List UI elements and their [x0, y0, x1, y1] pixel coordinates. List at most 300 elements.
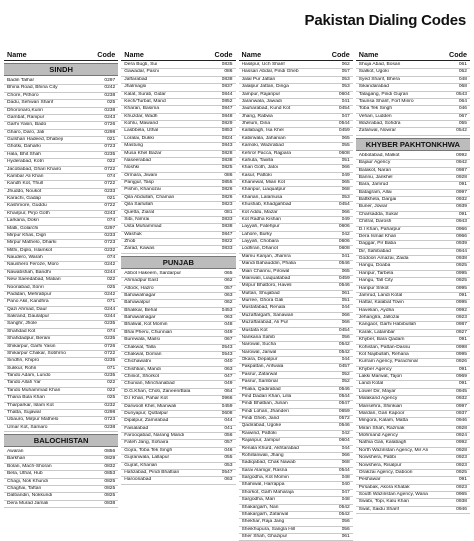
- city-name: Hassan Abdal, Pindi Gheb: [241, 69, 299, 75]
- dialing-code: 0542: [338, 511, 350, 517]
- city-name: Gujrat, Kharian: [124, 462, 158, 468]
- dialing-code: 0995: [456, 285, 467, 291]
- city-name: Kahuta, Taxilla: [241, 157, 274, 163]
- table-row: [4, 314, 118, 321]
- city-name: Burewala, Mailsi: [124, 337, 160, 343]
- table-row: [356, 426, 470, 433]
- city-name: Khairpur, Pirjo Goth: [7, 210, 50, 216]
- dialing-code: 0932: [456, 396, 467, 402]
- table-row: [356, 219, 470, 226]
- table-row: [121, 239, 235, 246]
- dialing-code: 065: [341, 180, 350, 185]
- city-name: Nooriabad, Sonri: [7, 284, 44, 290]
- city-name: Dir, Sahibabad: [358, 248, 391, 254]
- city-name: Sheikhupura, Sangla Hill: [241, 526, 296, 532]
- table-row: [121, 286, 235, 293]
- city-name: Bajaur Agency: [358, 160, 391, 166]
- city-name: South Waziristan Agency, Wana: [358, 492, 428, 497]
- table-row: [356, 153, 470, 160]
- table-row: [121, 381, 235, 388]
- city-name: D.I Khan, Pahar Kot: [124, 396, 168, 402]
- city-name: Zhob: [124, 239, 136, 244]
- table-row: [356, 477, 470, 484]
- dialing-code: 049: [341, 216, 350, 222]
- dialing-code: 0242: [104, 291, 116, 297]
- table-row: [121, 278, 235, 285]
- city-name: Kech/Turbat, Mand: [124, 98, 166, 104]
- dialing-code: 047: [341, 489, 350, 495]
- city-name: Landi Kotal: [358, 381, 384, 387]
- city-name: Mohmand Agency: [358, 433, 398, 438]
- dialing-code: 091: [458, 182, 467, 188]
- dialing-code: 025: [107, 100, 116, 106]
- table-row: [356, 374, 470, 381]
- city-name: Kabirwala, Jahanian: [241, 135, 286, 141]
- column-header: [239, 50, 353, 61]
- table-row: [239, 497, 353, 504]
- dialing-code: 022: [107, 380, 116, 386]
- city-name: Pasrur, Zafarwal: [241, 371, 278, 377]
- dialing-code: 0855: [221, 180, 233, 185]
- dialing-code: 044: [341, 357, 350, 362]
- dialing-code: 0838: [221, 76, 233, 82]
- city-name: Gharo, Daro, Jati: [7, 129, 45, 135]
- city-name: Pindi Lohan, Jhanderi: [241, 408, 289, 414]
- dialing-code: 0944: [456, 248, 467, 254]
- dialing-code: 0824: [221, 135, 233, 141]
- city-name: Washuk: [124, 231, 142, 237]
- table-row: [4, 329, 118, 336]
- dialing-code: 0943: [456, 219, 467, 225]
- section-heading: SINDH: [4, 63, 118, 76]
- dialing-code: 044: [341, 305, 350, 311]
- dialing-code: 0825: [221, 165, 233, 171]
- table-row: [356, 197, 470, 204]
- dialing-code: 062: [224, 278, 233, 284]
- dialing-code: 0298: [104, 409, 116, 415]
- table-row: [239, 416, 353, 423]
- table-row: [356, 160, 470, 167]
- header-name: Name: [358, 50, 379, 59]
- dialing-code: 0838: [221, 224, 233, 230]
- dialing-code: 0856: [104, 449, 116, 454]
- table-row: [356, 99, 470, 106]
- table-row: [239, 423, 353, 430]
- table-row: [121, 128, 235, 135]
- dialing-code: 0244: [104, 314, 116, 319]
- dialing-code: 0726: [104, 122, 116, 128]
- dialing-code: 0235: [104, 373, 116, 378]
- city-name: Musa Khel Bazar: [124, 150, 162, 156]
- city-name: Kot Radha Kishan: [241, 216, 281, 222]
- city-name: Khan Goth, Jatoi: [241, 165, 278, 171]
- table-row: [356, 69, 470, 76]
- table-row: [239, 84, 353, 91]
- dialing-code: 0604: [338, 91, 350, 97]
- table-row: [4, 479, 118, 486]
- dialing-code: 066: [341, 209, 350, 215]
- city-name: Kasur, Pattoki: [241, 172, 272, 178]
- table-row: [121, 359, 235, 366]
- city-name: Naushero Feroze, Moro: [7, 262, 59, 268]
- city-name: Dipalpur, Zamirabad: [124, 418, 169, 424]
- table-row: [356, 190, 470, 197]
- city-name: Pind Dadan Khan, Lilla: [241, 393, 292, 399]
- dialing-code: 0966: [456, 233, 467, 239]
- city-name: Kohistan, Pattan-Dassu: [358, 344, 411, 350]
- dialing-code: 052: [341, 379, 350, 385]
- dialing-code: 0608: [338, 246, 350, 252]
- dialing-code: 0926: [456, 359, 467, 365]
- city-name: Dadu, Sehwan Sharif: [7, 100, 54, 106]
- dialing-code: 0542: [338, 342, 350, 348]
- table-row: [121, 418, 235, 425]
- table-row: [356, 337, 470, 344]
- city-name: Loralai, Dukki: [124, 135, 154, 141]
- city-name: Tando Allah Yar: [7, 380, 41, 386]
- city-name: Usta Muhammad: [124, 224, 162, 230]
- table-row: [121, 224, 235, 231]
- city-name: Bhalwal, Kot Momin: [124, 322, 168, 328]
- dialing-code: 0243: [104, 114, 116, 120]
- city-name: Mansehra, Shinkiari: [358, 403, 402, 409]
- city-name: Pindi Bhattian, Jurian: [241, 401, 288, 407]
- table-row: [239, 143, 353, 150]
- city-name: Daggar, Pir Baba: [358, 241, 396, 247]
- dialing-code: 0928: [456, 425, 467, 431]
- city-name: Gojra, Toba Tek Singh: [124, 447, 173, 453]
- city-name: Swat, Saidu Sharif: [358, 506, 399, 512]
- table-row: [356, 492, 470, 499]
- table-row: [239, 350, 353, 357]
- table-row: [239, 151, 353, 158]
- dialing-code: 0826: [221, 194, 233, 200]
- dialing-code: 0928: [456, 174, 467, 180]
- table-row: [4, 373, 118, 380]
- table-row: [239, 92, 353, 99]
- city-name: Hangu, Doaba: [358, 263, 391, 269]
- city-name: Qila Abdullah, Chaman: [124, 194, 175, 200]
- city-name: Chaghai, Taftan: [7, 485, 42, 491]
- dialing-code: 041: [341, 253, 350, 259]
- table-row: [4, 196, 118, 203]
- dialing-code: 064: [458, 98, 467, 104]
- city-name: Lahore, Burky: [241, 231, 272, 237]
- city-name: Badin Talhar: [7, 78, 35, 83]
- city-name: Zafarwal, Nowrar: [358, 128, 396, 134]
- table-row: [4, 380, 118, 387]
- city-name: New Saeedabad, Matiari: [7, 277, 61, 283]
- city-name: Abbot Hakeem, Sardarpur: [124, 270, 182, 276]
- city-name: Peshawar: [358, 477, 381, 483]
- dialing-code: 0997: [456, 189, 467, 195]
- table-row: [239, 77, 353, 84]
- dialing-code: 063: [224, 477, 233, 483]
- dialing-code: 0232: [104, 402, 116, 408]
- dialing-code: 065: [341, 268, 350, 274]
- table-row: [356, 330, 470, 337]
- dialing-code: 066: [341, 452, 350, 458]
- city-name: Kalat, Surab, Gidar: [124, 91, 166, 97]
- dialing-code: 055: [458, 121, 467, 126]
- table-row: [356, 271, 470, 278]
- table-row: [4, 277, 118, 284]
- dialing-code: 0923: [456, 484, 467, 490]
- city-name: Jaranwala, Jawadi: [241, 98, 282, 104]
- column-header: [356, 50, 470, 61]
- table-row: [239, 409, 353, 416]
- table-row: [4, 307, 118, 314]
- city-name: Jamrud, Landi Kotal: [358, 292, 403, 298]
- dialing-code: 0546: [338, 423, 350, 429]
- dialing-code: 0298: [104, 129, 116, 135]
- table-row: [239, 313, 353, 320]
- dialing-code: 0939: [456, 241, 467, 247]
- dialing-code: 055: [341, 143, 350, 149]
- dialing-code: 0946: [456, 506, 467, 512]
- section-heading: PUNJAB: [121, 256, 235, 269]
- city-name: Chishtian, Mandi: [124, 366, 161, 372]
- city-name: Pindi Gheb, Jand: [241, 416, 280, 421]
- dialing-code: 025: [107, 284, 116, 290]
- dialing-code: 091: [458, 211, 467, 217]
- table-row: [356, 389, 470, 396]
- city-name: Pakpattan, Arifwala: [241, 364, 284, 370]
- table-row: [121, 345, 235, 352]
- city-name: Chitral, Darosh: [358, 219, 392, 225]
- city-name: Rajanpur, Jampur: [241, 438, 281, 444]
- table-row: [121, 337, 235, 344]
- table-row: [239, 438, 353, 445]
- city-name: Pishin, Khanozai: [124, 187, 161, 193]
- city-name: Talagang, Pindi Gujran: [358, 91, 409, 97]
- dialing-code: 0823: [221, 202, 233, 208]
- city-name: Khyber, Bara Qadam: [358, 337, 405, 343]
- city-name: Gujranwala, Lallapur: [124, 455, 170, 461]
- table-row: [239, 305, 353, 312]
- dialing-code: 071: [107, 365, 116, 371]
- city-name: Jalalpur Jattan, Dinga: [241, 84, 289, 90]
- table-row: [356, 404, 470, 411]
- city-name: Larkana, Dokri: [7, 218, 39, 224]
- city-name: Bhakkar, Behal: [124, 307, 158, 313]
- dialing-code: 0992: [456, 152, 467, 158]
- table-row: [4, 410, 118, 417]
- dialing-code: 0544: [338, 467, 350, 473]
- dialing-code: 022: [107, 159, 116, 165]
- city-name: Jampur, Rajanpur: [241, 91, 281, 97]
- city-name: Khanewal, Mian Kot: [241, 180, 285, 185]
- dialing-code: 0297: [104, 225, 116, 231]
- city-name: Kambar Ali Khan: [7, 173, 44, 179]
- city-name: Narowal, Jarwal: [241, 349, 277, 355]
- table-row: [121, 62, 235, 69]
- dialing-code: 074: [107, 328, 116, 334]
- table-row: [356, 345, 470, 352]
- table-row: [356, 62, 470, 69]
- dialing-code: 0829: [104, 456, 116, 462]
- city-name: Gambat, Ranipur: [7, 114, 45, 120]
- table-row: [121, 121, 235, 128]
- table-row: [4, 93, 118, 100]
- table-row: [121, 187, 235, 194]
- table-row: [121, 246, 235, 253]
- dialing-code: 0938: [456, 499, 467, 505]
- dialing-code: 068: [341, 187, 350, 193]
- city-name: Kharian, Lalamusa: [241, 194, 283, 200]
- table-row: [239, 291, 353, 298]
- dialing-code: 0927: [456, 329, 467, 335]
- table-row: [239, 512, 353, 519]
- table-row: [239, 62, 353, 69]
- city-name: Nathia Gali, Kalabagh: [358, 440, 407, 446]
- table-row: [4, 285, 118, 292]
- city-name: Malakand Agency: [358, 396, 398, 402]
- table-row: [356, 322, 470, 329]
- dialing-code: 0723: [104, 144, 116, 150]
- dialing-code: 062: [224, 300, 233, 306]
- city-name: Narowal, Sucha: [241, 342, 277, 348]
- city-name: Shikarpur Chakar, Sobhrno: [7, 350, 66, 356]
- dialing-code: 0542: [338, 349, 350, 355]
- city-name: Buner, Jowar: [358, 204, 388, 210]
- city-name: Hasilpur, Uch Sharif: [241, 62, 285, 67]
- table-row: [239, 298, 353, 305]
- table-row: [121, 195, 235, 202]
- city-name: Shikarpur, Garhi Yasin: [7, 343, 56, 349]
- table-row: [4, 292, 118, 299]
- dialing-code: 0939: [456, 204, 467, 210]
- city-name: Hangu, Tall City: [358, 278, 393, 284]
- dialing-code: 0542: [338, 504, 350, 510]
- dialing-code: 0659: [338, 408, 350, 414]
- dialing-code: 071: [107, 299, 116, 305]
- table-row: [121, 217, 235, 224]
- city-name: Chagi, Nok Khundi: [7, 478, 48, 484]
- table-row: [239, 254, 353, 261]
- table-row: [356, 411, 470, 418]
- city-name: Mirpur Bhattoro, Haveli: [241, 283, 292, 289]
- dialing-code: 091: [458, 337, 467, 343]
- table-row: [239, 446, 353, 453]
- city-name: Pirsabak, Akora Khatak: [358, 484, 410, 490]
- table-row: [356, 114, 470, 121]
- dialing-code: 051: [341, 298, 350, 303]
- city-name: Kurram Agency, Parachinar: [358, 359, 419, 365]
- city-name: Sarai Alamgir, Rasna: [241, 467, 288, 473]
- table-row: [4, 144, 118, 151]
- city-name: Karachi, Gadap: [7, 196, 41, 201]
- dialing-code: 0606: [338, 224, 350, 230]
- dialing-code: 091: [458, 381, 467, 387]
- city-name: Bara, Jamrud: [358, 182, 389, 188]
- city-name: Chore, Pithoro: [7, 92, 39, 98]
- dialing-code: 066: [341, 165, 350, 171]
- table-row: [4, 233, 118, 240]
- city-name: Shakargarh, Nan: [241, 504, 279, 510]
- city-name: Dera Bugti, Sui: [124, 62, 158, 67]
- table-row: [4, 456, 118, 463]
- table-row: [121, 367, 235, 374]
- city-name: Kangaor, Garhi Habibullah: [358, 322, 417, 328]
- city-name: Matli, Golarchi: [7, 225, 39, 231]
- city-name: Pasrur, Sambrial: [241, 379, 278, 385]
- city-name: Chakwal, Talla: [124, 344, 156, 350]
- city-name: Sibi, Nimrai: [124, 216, 150, 222]
- table-row: [356, 352, 470, 359]
- table-row: [4, 464, 118, 471]
- city-name: Murree, Ghora Gali: [241, 298, 284, 303]
- table-row: [239, 180, 353, 187]
- city-name: Batagram, Allai: [358, 189, 392, 195]
- dialing-code: 0544: [338, 121, 350, 126]
- dialing-code: 0297: [104, 78, 116, 83]
- dialing-code: 0838: [221, 157, 233, 163]
- city-name: Mustafa Kot: [241, 327, 268, 333]
- dialing-code: 074: [107, 255, 116, 260]
- dialing-code: 0833: [221, 216, 233, 222]
- table-row: [121, 440, 235, 447]
- dialing-code: 065: [341, 135, 350, 141]
- table-row: [356, 448, 470, 455]
- city-name: Haroonabad: [124, 477, 152, 483]
- table-row: [239, 195, 353, 202]
- city-name: Bhiria Road, Bhiria City: [7, 85, 58, 91]
- dialing-code: 0722: [104, 350, 116, 356]
- city-name: Haripur, Tarbela: [358, 270, 394, 276]
- city-name: Charsadda, Sukar: [358, 211, 399, 217]
- table-row: [4, 115, 118, 122]
- table-row: [239, 364, 353, 371]
- city-name: Jauharabad, Kund Kot: [241, 106, 291, 112]
- city-name: Jalal Pur Jattan: [241, 76, 276, 82]
- city-name: Sialkot, Ugoki: [358, 69, 389, 75]
- city-name: Karak, Latambar: [358, 329, 395, 335]
- table-row: [239, 320, 353, 327]
- city-name: Wazirabad, Sohdra: [358, 121, 401, 126]
- dialing-code: 0987: [456, 322, 467, 328]
- table-row: [239, 534, 353, 541]
- city-name: Thana Bula Khan: [7, 395, 45, 401]
- table-row: [4, 203, 118, 210]
- dialing-code: 0235: [104, 151, 116, 157]
- dialing-code: 061: [341, 290, 350, 296]
- dialing-code: 044: [224, 418, 233, 424]
- dialing-code: 0572: [338, 416, 350, 421]
- table-row: [239, 527, 353, 534]
- table-row: [239, 468, 353, 475]
- dialing-code: 0992: [456, 307, 467, 313]
- dialing-code: 0459: [338, 275, 350, 281]
- city-name: Raiwind, Pattoki: [241, 430, 277, 436]
- table-row: [356, 106, 470, 113]
- dialing-code: 0966: [221, 396, 233, 402]
- dialing-code: 0244: [104, 306, 116, 312]
- table-row: [121, 396, 235, 403]
- city-name: Sakrand, Daulatpur: [7, 314, 50, 319]
- dialing-code: 061: [341, 534, 350, 539]
- table-row: [4, 358, 118, 365]
- dialing-code: 0242: [104, 85, 116, 91]
- city-name: Jhang, Rabwa: [241, 113, 273, 119]
- table-row: [356, 315, 470, 322]
- city-name: Qadirabad, Ugoke: [241, 423, 282, 429]
- dialing-code: 0722: [104, 166, 116, 172]
- table-row: [356, 204, 470, 211]
- table-row: [356, 485, 470, 492]
- dialing-code: 0242: [104, 262, 116, 268]
- table-row: [239, 217, 353, 224]
